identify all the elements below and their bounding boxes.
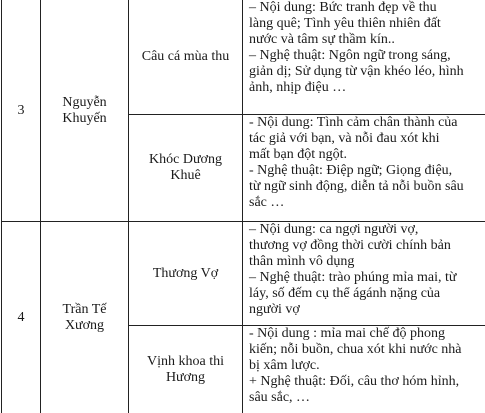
content-line: tác giả với bạn, và nỗi đau xót khi	[249, 131, 440, 146]
author-cell	[41, 222, 129, 413]
work-title-line: Hương	[165, 369, 206, 385]
content-cell	[243, 326, 485, 413]
table-row	[2, 222, 485, 326]
content-line: giản dị; Sử dụng từ vận khéo léo, hình	[249, 64, 464, 79]
content-line: - Nội dung : mỉa mai chế độ phong	[249, 326, 445, 341]
author-cell	[41, 0, 129, 222]
row-number-cell	[2, 0, 41, 222]
content-line: ảnh, nhịp điệu …	[249, 80, 347, 95]
content-line: thân mình vô dụng	[249, 254, 355, 269]
table-row	[2, 0, 485, 115]
content-line: – Nội dung: ca ngợi người vợ,	[249, 222, 419, 237]
content-line: kiến; nỗi buồn, chua xót khi nước nhà	[249, 342, 462, 357]
content-line: – Nội dung: Bức tranh đẹp về thu	[249, 0, 437, 15]
work-title-cell	[129, 0, 243, 115]
work-title-line: Khóc Dương	[149, 152, 222, 167]
row-number: 3	[17, 102, 25, 118]
content-cell	[243, 222, 485, 326]
work-title-line: Thương Vợ	[152, 265, 219, 281]
work-title-line: Câu cá mùa thu	[141, 49, 230, 64]
work-title-line: Vịnh khoa thi	[147, 353, 224, 369]
content-line: sâu sắc, …	[249, 390, 311, 405]
content-line: – Nghệ thuật: Ngôn ngữ trong sáng,	[249, 48, 451, 63]
row-number: 4	[17, 309, 25, 325]
literature-summary-table	[1, 0, 485, 413]
content-line: thương vợ đồng thời cười chính bản	[249, 238, 451, 253]
content-line: sắc …	[249, 195, 285, 210]
content-cell	[243, 0, 485, 115]
content-line: từ ngữ sinh động, diễn tả nỗi buồn sâu	[249, 179, 464, 194]
author-name-line: Nguyễn	[62, 94, 107, 110]
content-line: láy, số đếm cụ thể ágánh nặng của	[249, 286, 441, 301]
work-title-cell	[129, 115, 243, 222]
row-number-cell	[2, 222, 41, 413]
content-line: người vợ	[249, 302, 300, 317]
work-title-cell	[129, 222, 243, 326]
content-line: làng quê; Tình yêu thiên nhiên đất	[249, 16, 441, 31]
author-name-line: Trần Tế	[62, 301, 107, 317]
content-cell	[243, 115, 485, 222]
content-line: - Nghệ thuật: Điệp ngữ; Giọng điệu,	[249, 163, 453, 178]
work-title-line: Khuê	[170, 168, 201, 183]
content-line: nước và tâm sự thầm kín..	[249, 32, 395, 47]
content-line: + Nghệ thuật: Đối, câu thơ hóm hỉnh,	[249, 374, 460, 389]
author-name-line: Khuyến	[62, 110, 107, 126]
content-line: - Nội dung: Tình cảm chân thành của	[249, 115, 458, 130]
content-line: mất bạn đột ngột.	[249, 147, 347, 162]
work-title-cell	[129, 326, 243, 413]
content-line: – Nghệ thuật: trào phúng mỉa mai, từ	[249, 270, 457, 285]
author-name-line: Xương	[64, 317, 105, 333]
content-line: bị xâm lược.	[249, 358, 320, 373]
